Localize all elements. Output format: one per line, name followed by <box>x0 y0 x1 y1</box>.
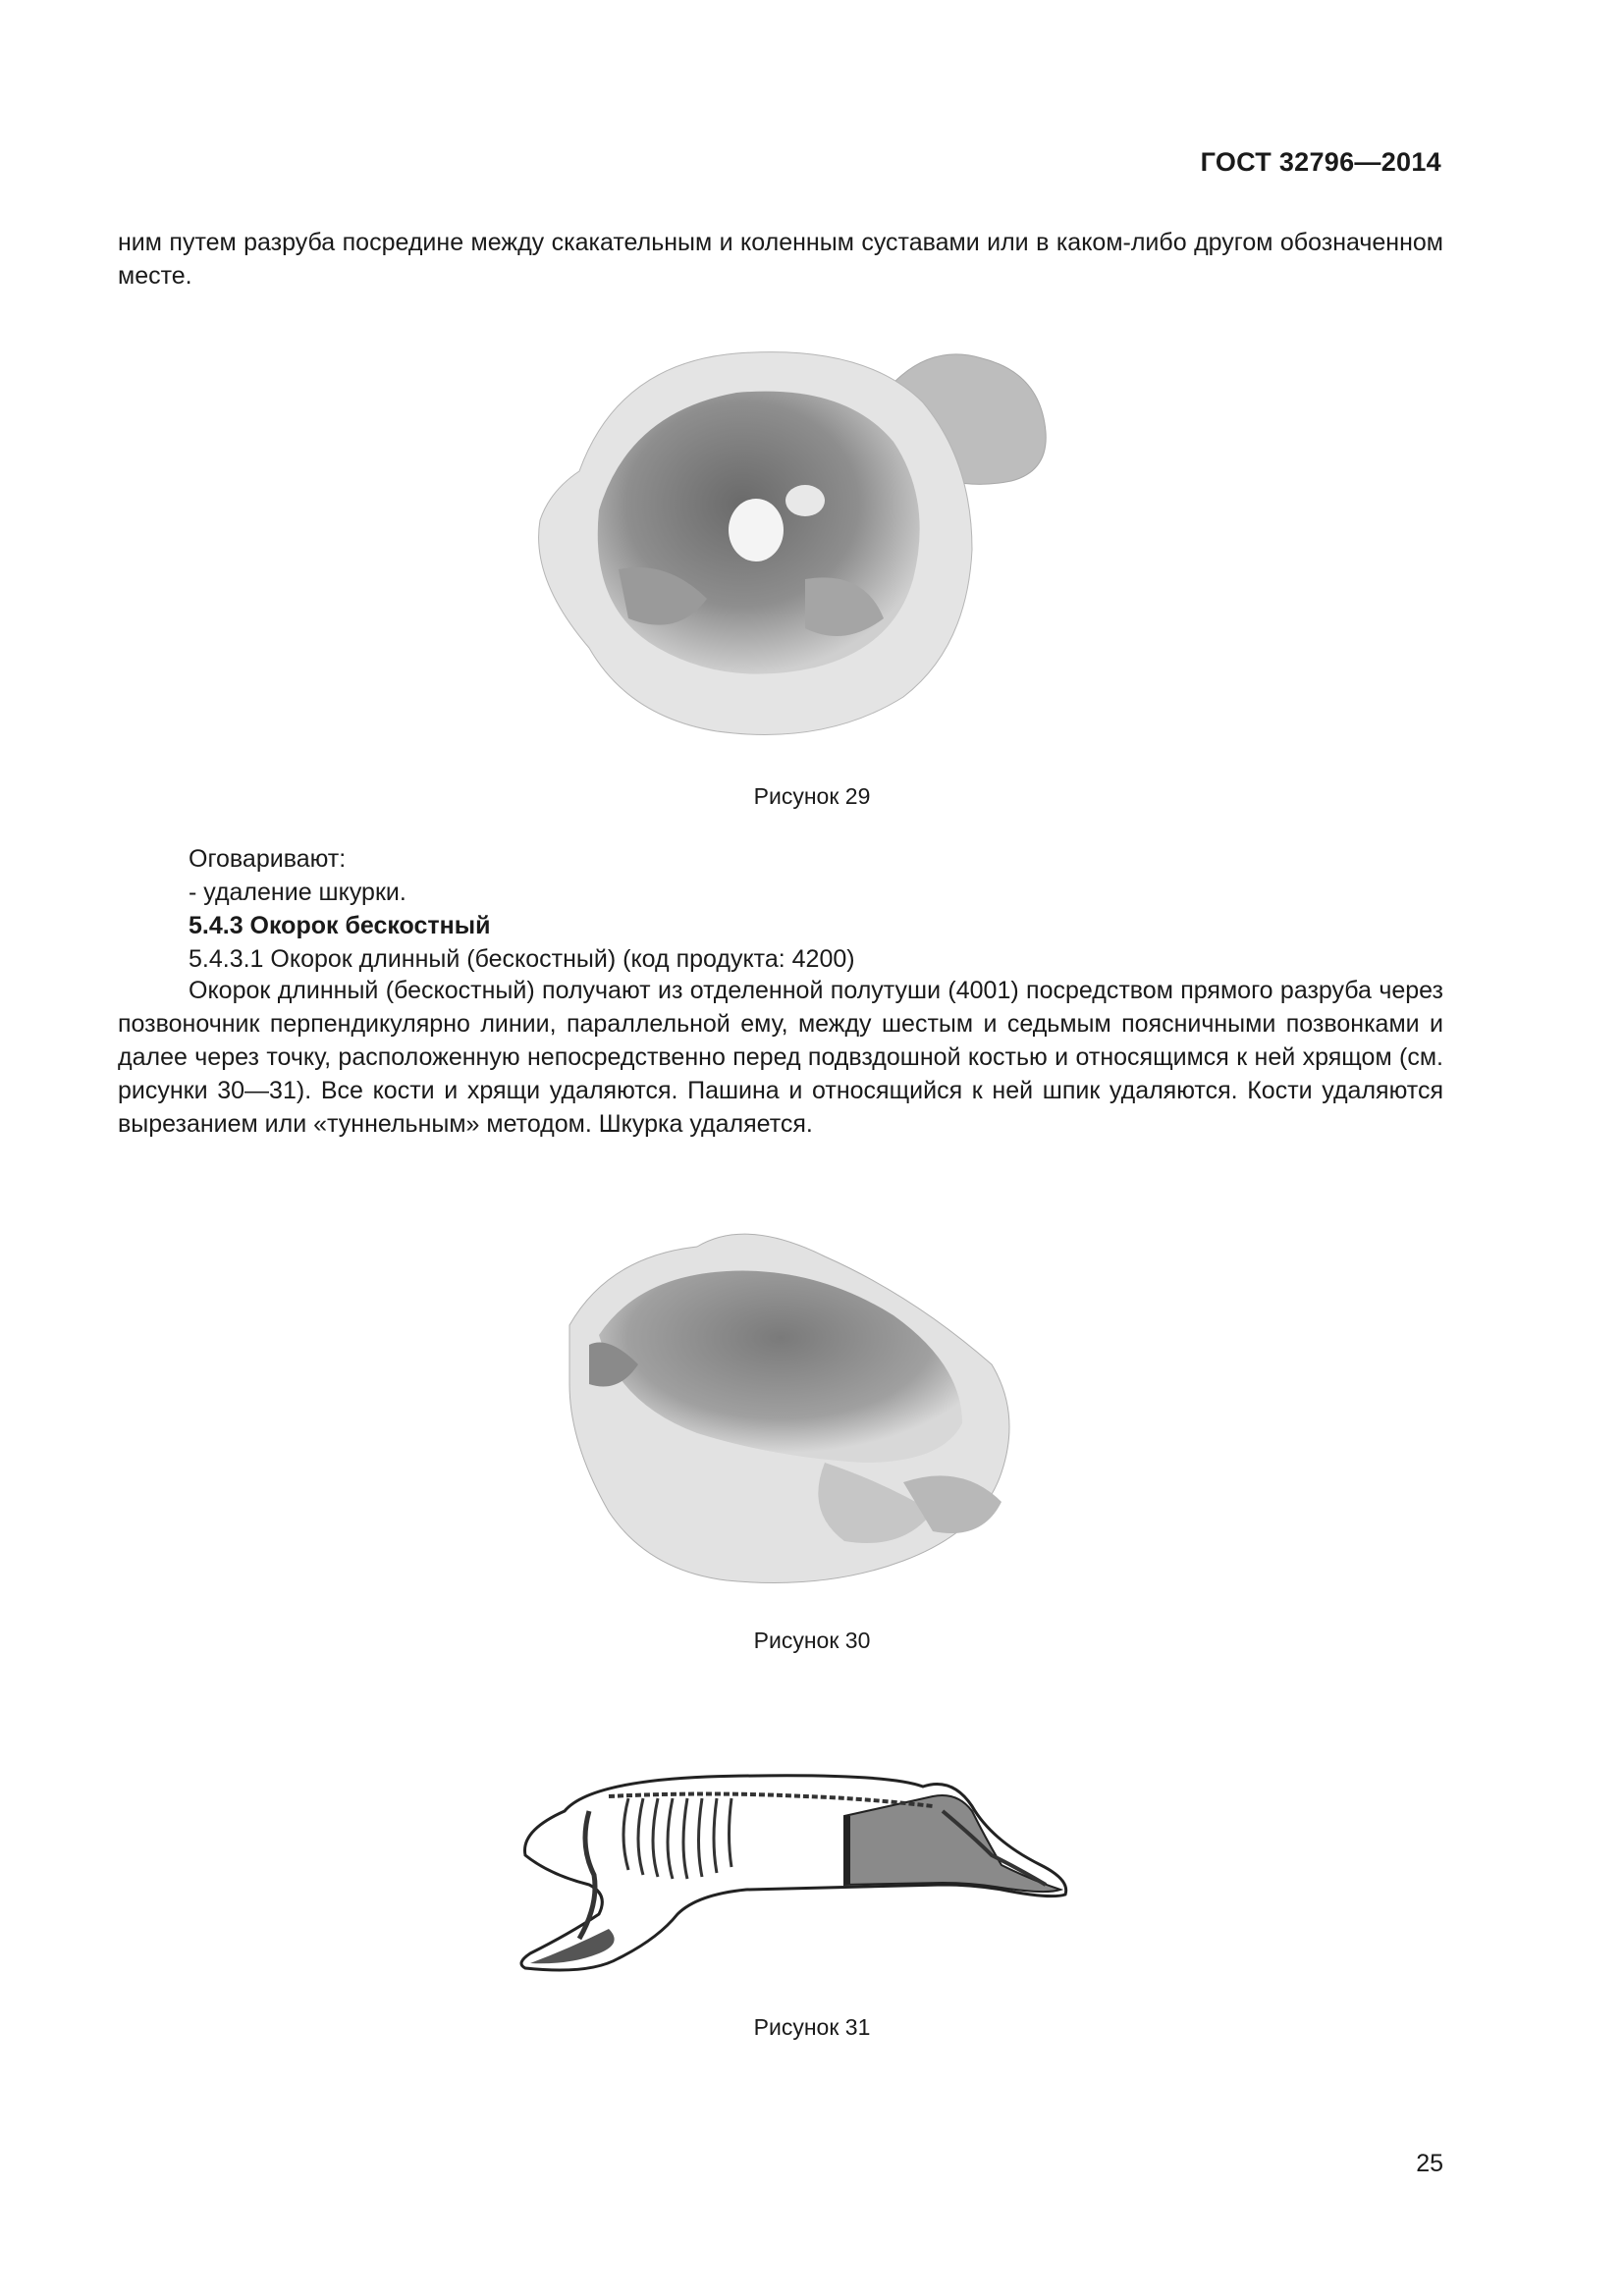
figure-30-image <box>530 1217 1021 1600</box>
figure-29-image <box>511 324 1060 756</box>
bullet-item: - удаление шкурки. <box>189 879 406 906</box>
subsection-heading: 5.4.3.1 Окорок длинный (бескостный) (код продукта: 4200) <box>189 945 855 973</box>
figure-31-diagram <box>511 1757 1080 1983</box>
figure-31-caption: Рисунок 31 <box>753 2014 871 2040</box>
page-number: 25 <box>1416 2150 1443 2177</box>
document-header: ГОСТ 32796—2014 <box>1200 147 1441 177</box>
paragraph-continuation: ним путем разруба посредине между скакательным и коленным суставами или в каком-либо другом обозначенном месте. <box>118 229 1443 290</box>
agreed-label: Оговаривают: <box>189 845 347 873</box>
section-heading: 5.4.3 Окорок бескостный <box>189 912 491 939</box>
figure-30-caption: Рисунок 30 <box>753 1628 871 1653</box>
main-paragraph: Окорок длинный (бескостный) получают из отделенной полутуши (4001) посредством прямого разруба через позвоночник перпендикулярно линии, параллельной ему, между шестым и седьмым поясничными позвонками и далее через точку, расположенную непосредственно перед подвздошной костью и относящимся к ней хрящом (см. рисунки 30—31). Все кости и хрящи удаляются. Пашина и относящийся к ней шпик удаляются. Кости удаляются вырезанием или «туннельным» методом. Шкурка удаляется. <box>118 977 1443 1138</box>
figure-29-caption: Рисунок 29 <box>753 783 871 809</box>
